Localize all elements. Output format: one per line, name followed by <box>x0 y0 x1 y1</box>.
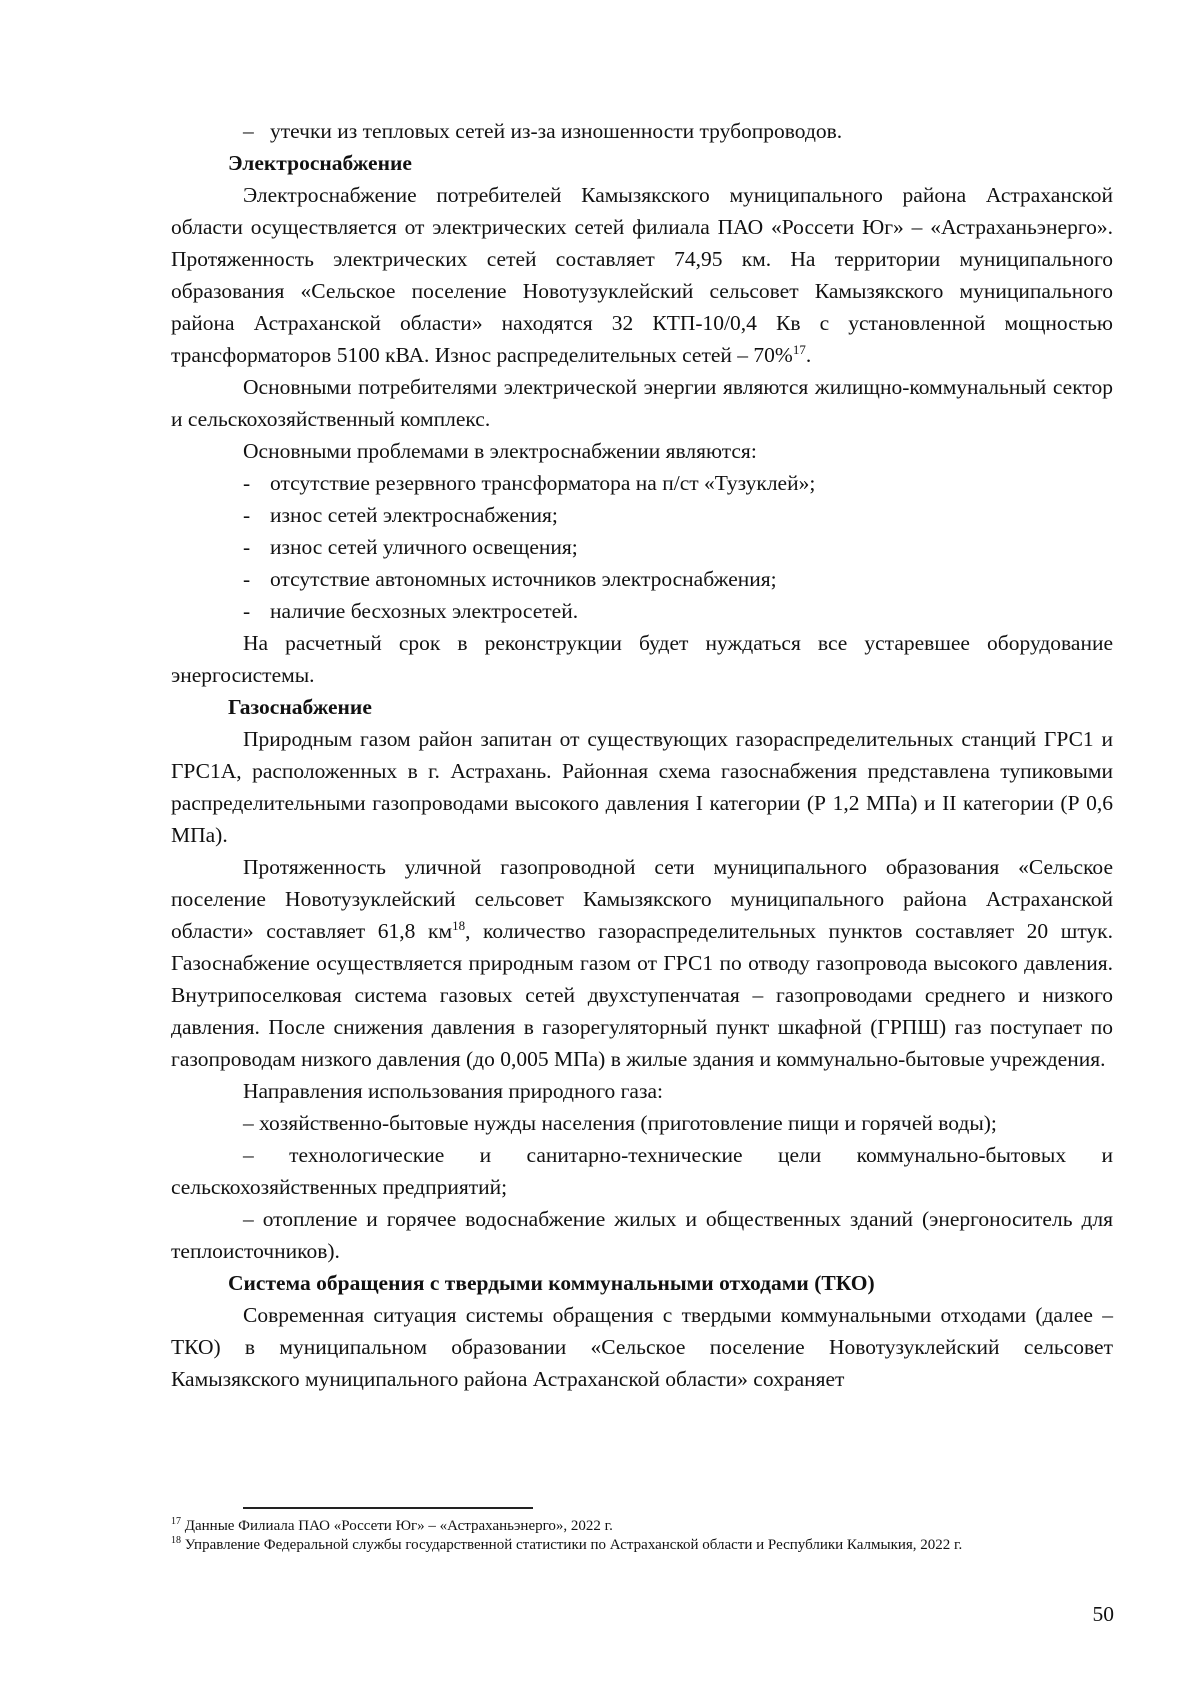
list-item-text: наличие бесхозных электросетей. <box>270 599 579 623</box>
problem-list <box>171 467 1113 627</box>
paragraph: Направления использования природного газа: <box>243 1079 663 1103</box>
dash-marker: - <box>243 599 251 623</box>
footnote-number: 18 <box>171 1535 181 1546</box>
footnote-ref: 18 <box>452 917 466 933</box>
list-item-text: износ сетей уличного освещения; <box>270 535 578 559</box>
dash-marker: - <box>243 503 251 527</box>
list-item <box>171 115 1113 147</box>
dash-marker: - <box>243 471 251 495</box>
dash-marker: - <box>243 567 251 591</box>
section-heading-gas: Газоснабжение <box>228 695 372 719</box>
footnote-text: Управление Федеральной службы государственной статистики по Астраханской области и Республики Калмыкия, 2022 г. <box>181 1537 963 1553</box>
paragraph <box>171 851 1113 1075</box>
footnote <box>171 1517 1113 1536</box>
section-heading-waste: Система обращения с твердыми коммунальными отходами (ТКО) <box>228 1271 875 1295</box>
footnote-divider <box>243 1507 533 1509</box>
paragraph: Основными потребителями электрической энергии являются жилищно-коммунальный сектор и сельскохозяйственный комплекс. <box>171 375 1113 431</box>
paragraph <box>171 179 1113 371</box>
paragraph-text: Протяженность уличной газопроводной сети муниципального образования «Сельское поселение Новотузуклейский сельсовет Камызякского муниципального района Астраханской области» составляет 61,8 км <box>171 855 1113 943</box>
section-heading-power: Электроснабжение <box>228 151 412 175</box>
page-body <box>171 115 1113 1395</box>
paragraph: На расчетный срок в реконструкции будет нуждаться все устаревшее оборудование энергосистемы. <box>171 631 1113 687</box>
paragraph: Основными проблемами в электроснабжении являются: <box>243 439 757 463</box>
footnote-ref: 17 <box>792 341 806 357</box>
list-item <box>171 595 1113 627</box>
paragraph-text: Электроснабжение потребителей Камызякского муниципального района Астраханской области осуществляется от электрических сетей филиала ПАО «Россети Юг» – «Астраханьэнерго». Протяженность электрических сетей составляет 74,95 км. На территории муниципального образования «Сельское поселение Новотузуклейский сельсовет Камызякского муниципального района Астраханской области» находятся 32 КТП-10/0,4 Кв с установленной мощностью трансформаторов 5100 кВА. Износ распределительных сетей – 70% <box>171 183 1113 367</box>
footnotes <box>171 1517 1113 1555</box>
footnote <box>171 1536 1113 1555</box>
paragraph: Современная ситуация системы обращения с твердыми коммунальными отходами (далее – ТКО) в муниципальном образовании «Сельское поселение Новотузуклейский сельсовет Камызякского муниципального района Астраханской области» сохраняет <box>171 1303 1113 1391</box>
footnote-number: 17 <box>171 1516 181 1527</box>
dash-marker: – <box>243 119 254 143</box>
list-item-text: отсутствие автономных источников электроснабжения; <box>270 567 777 591</box>
paragraph: Природным газом район запитан от существующих газораспределительных станций ГРС1 и ГРС1А, расположенных в г. Астрахань. Районная схема газоснабжения представлена тупиковыми распределительными газопроводами высокого давления I категории (Р 1,2 МПа) и II категории (Р 0,6 МПа). <box>171 727 1113 847</box>
list-item: – технологические и санитарно-технические цели коммунально-бытовых и сельскохозяйственных предприятий; <box>171 1143 1113 1199</box>
gas-uses-list <box>171 1107 1113 1267</box>
list-item <box>171 499 1113 531</box>
list-item <box>171 531 1113 563</box>
paragraph-text: , количество газораспределительных пунктов составляет 20 штук. Газоснабжение осуществляется природным газом от ГРС1 по отводу газопровода высокого давления. Внутрипоселковая система газовых сетей двухступенчатая – газопроводами среднего и низкого давления. После снижения давления в газорегуляторный пункт шкафной (ГРПШ) газ поступает по газопроводам низкого давления (до 0,005 МПа) в жилые здания и коммунально-бытовые учреждения. <box>171 919 1113 1071</box>
list-item: – отопление и горячее водоснабжение жилых и общественных зданий (энергоноситель для теплоисточников). <box>171 1207 1113 1263</box>
list-item-text: износ сетей электроснабжения; <box>270 503 558 527</box>
list-item-text: утечки из тепловых сетей из-за изношенности трубопроводов. <box>270 119 843 143</box>
list-item: – хозяйственно-бытовые нужды населения (приготовление пищи и горячей воды); <box>243 1111 997 1135</box>
list-item-text: отсутствие резервного трансформатора на п/ст «Тузуклей»; <box>270 471 816 495</box>
sentence-end: . <box>805 343 812 367</box>
list-item <box>171 563 1113 595</box>
dash-marker: - <box>243 535 251 559</box>
page-number: 50 <box>1092 1602 1114 1626</box>
footnote-text: Данные Филиала ПАО «Россети Юг» – «Астраханьэнерго», 2022 г. <box>181 1518 613 1534</box>
list-item <box>171 467 1113 499</box>
